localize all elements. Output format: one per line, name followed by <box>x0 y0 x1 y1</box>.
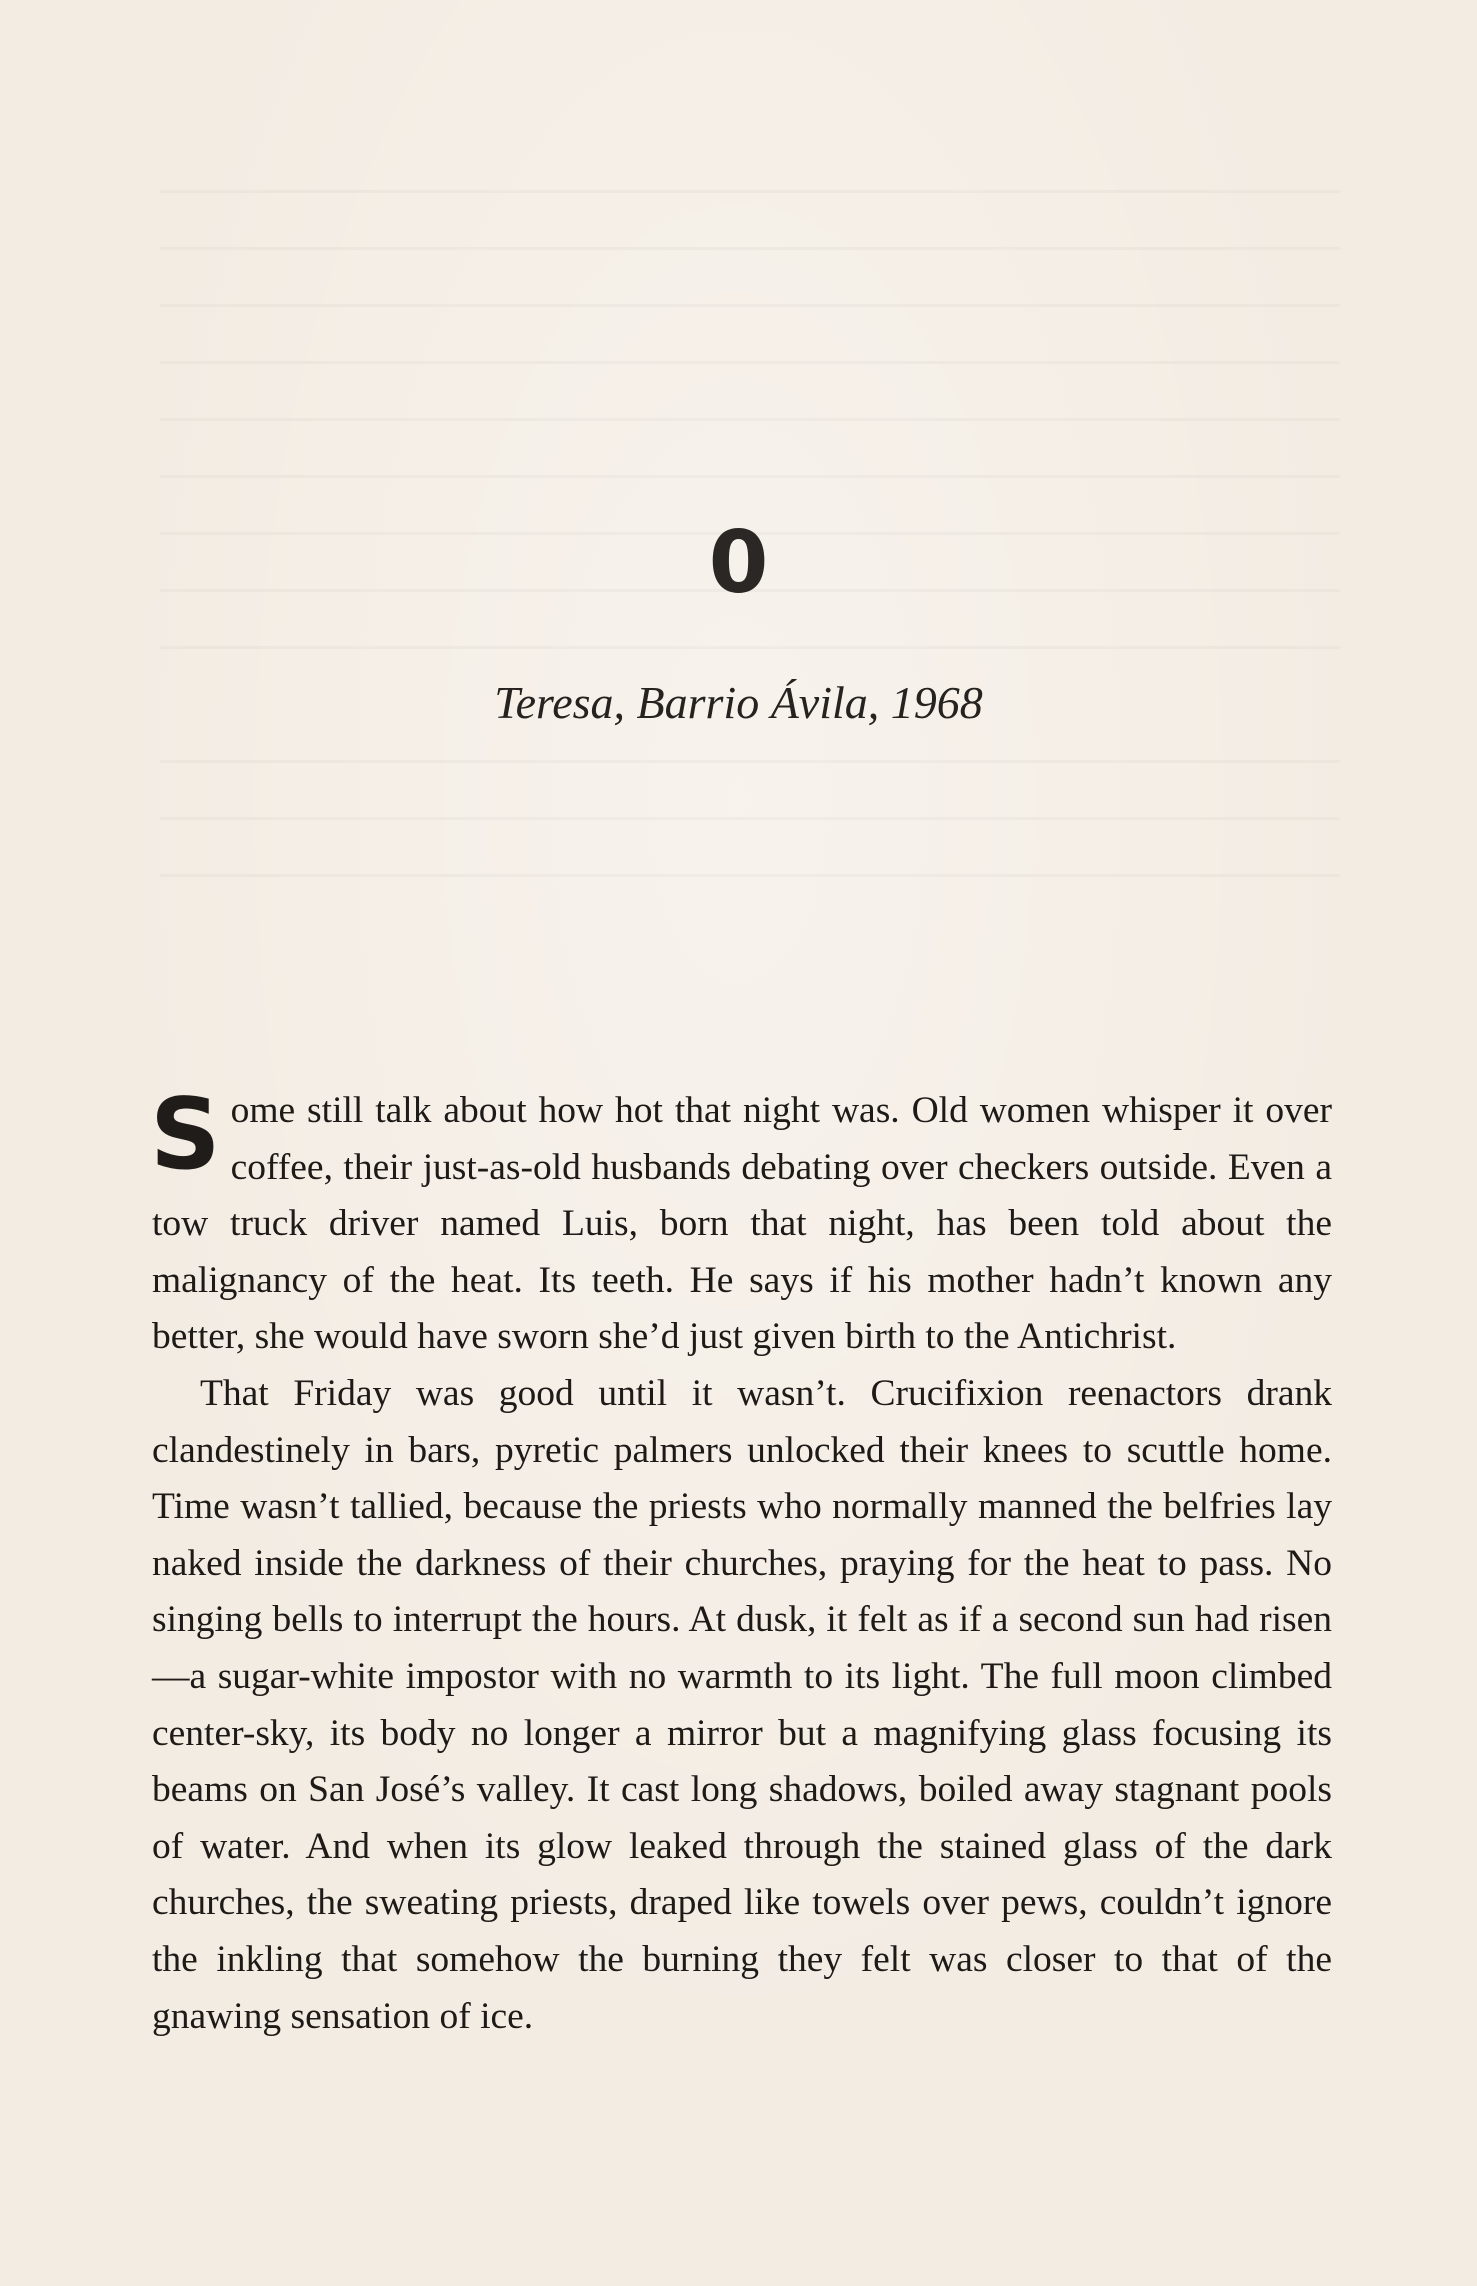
bleed-through-line <box>160 304 1340 307</box>
bleed-through-line <box>160 874 1340 877</box>
bleed-through-line <box>160 817 1340 820</box>
bleed-through-line <box>160 418 1340 421</box>
chapter-number: 0 <box>708 513 769 613</box>
bleed-through-line <box>160 190 1340 193</box>
chapter-body <box>150 1078 1332 2045</box>
bleed-through-line <box>160 475 1340 478</box>
paragraph <box>150 1078 1332 1366</box>
bleed-through-line <box>160 361 1340 364</box>
bleed-through-line <box>160 646 1340 649</box>
bleed-through-line <box>160 760 1340 763</box>
chapter-subtitle: Teresa, Barrio Ávila, 1968 <box>494 677 983 728</box>
paragraph: That Friday was good until it wasn’t. Crucifixion reenactors drank clandestinely in bars, pyretic palmers unlocked their knees to scuttle home. Time wasn’t tallied, because the priests who normally manned the belfries lay naked inside the darkness of their churches, praying for the heat to pass. No singing bells to interrupt the hours. At dusk, it felt as if a second sun had risen—a sugar-white impostor with no warmth to its light. The full moon climbed center-sky, its body no longer a mirror but a magnifying glass focusing its beams on San José’s valley. It cast long shadows, boiled away stagnant pools of water. And when its glow leaked through the stained glass of the dark churches, the sweating priests, draped like towels over pews, couldn’t ignore the inkling that somehow the burning they felt was closer to that of the gnawing sensation of ice. <box>152 1372 1332 2037</box>
drop-cap: S <box>150 1078 221 1192</box>
paragraph-text: ome still talk about how hot that night was. Old women whisper it over coffee, their just-as-old husbands debating over checkers outside. Even a tow truck driver named Luis, born that night, has been told about the malignancy of the heat. Its teeth. He says if his mother hadn’t known any better, she would have sworn she’d just given birth to the Antichrist. <box>152 1090 1332 1358</box>
bleed-through-line <box>160 247 1340 250</box>
